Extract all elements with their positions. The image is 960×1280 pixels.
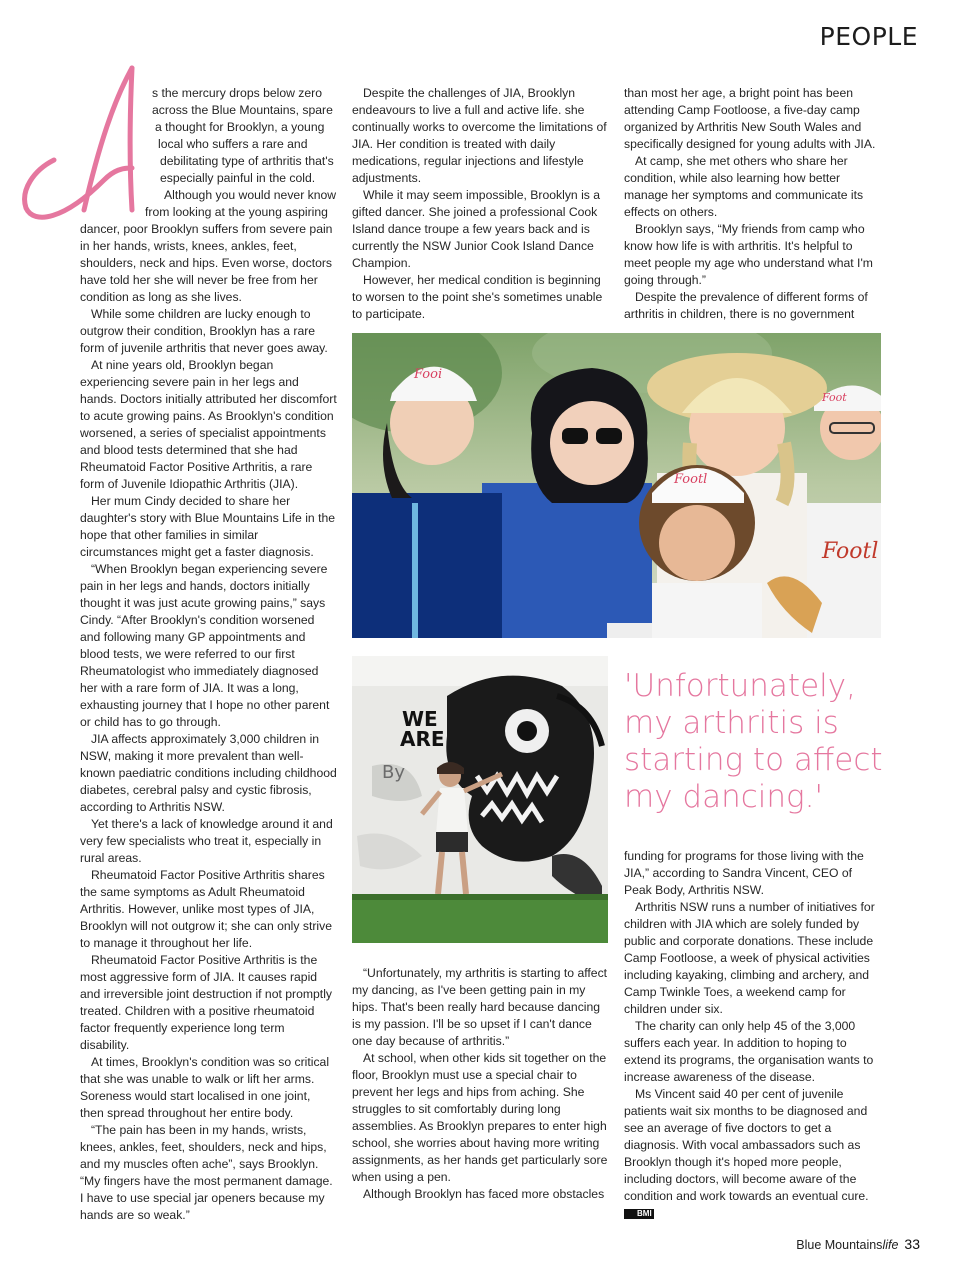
lead-line: from looking at the young aspiring xyxy=(145,205,328,219)
pull-quote: 'Unfortunately, my arthritis is starting to affect my dancing.' xyxy=(624,668,883,815)
paragraph: Her mum Cindy decided to share her daughter's story with Blue Mountains Life in the hope that other families in similar circumstances might get a faster diagnosis. xyxy=(80,494,336,559)
lead-line: especially painful in the cold. xyxy=(160,171,316,185)
paragraph: funding for programs for those living with the JIA,” according to Sandra Vincent, CEO of Peak Body, Arthritis NSW. xyxy=(624,849,864,897)
magazine-name: Blue Mountains xyxy=(796,1238,883,1252)
lead-line: a thought for Brooklyn, a young xyxy=(155,120,325,134)
column-3-bottom xyxy=(624,848,881,1222)
lead-line: Although you would never know xyxy=(164,188,337,202)
paragraph: “When Brooklyn began experiencing severe pain in her legs and hands, doctors initially thought it was just acute growing pains,” says Cindy. “After Brooklyn's condition worsened and following many GP appointments and blood tests, we were referred to our first Rheumatologist who immediately diagnosed her with a rare form of JIA. It was a long, exhausting journey that I hope no other parent or child has to go through. xyxy=(80,562,330,729)
shirt-text: Footl xyxy=(822,539,879,564)
paragraph: While some children are lucky enough to outgrow their condition, Brooklyn has a rare form of juvenile arthritis that never goes away. xyxy=(80,307,328,355)
graffiti-dance-photo xyxy=(352,656,608,943)
paragraph: The charity can only help 45 of the 3,000 suffers each year. In addition to hoping to extend its programs, the organisation wants to increase awareness of the disease. xyxy=(624,1019,874,1084)
paragraph: At school, when other kids sit together on the floor, Brooklyn must use a special chair to prevent her legs and hips from aching. She struggles to sit comfortably during long assemblies. As Brooklyn prepares to enter high school, she worries about having more writing assignments, as her hands get particularly sore when using a pen. xyxy=(352,1051,608,1184)
paragraph: At times, Brooklyn's condition was so critical that she was unable to walk or lift her arms. Soreness would start localised in one joint, then spread throughout her entire body. xyxy=(80,1055,330,1120)
cap-text: Foot xyxy=(822,391,847,404)
group-photo-illustration xyxy=(352,333,881,638)
paragraph: Yet there's a lack of knowledge around it and very few specialists who treat it, especially in rural areas. xyxy=(80,817,333,865)
lead-line: s the mercury drops below zero xyxy=(152,86,323,100)
paragraph: While it may seem impossible, Brooklyn is a gifted dancer. She joined a professional Cook Island dance troupe a few years back and is currently the NSW Junior Cook Island Dance Champion. xyxy=(352,188,601,270)
paragraph: Although Brooklyn has faced more obstacles xyxy=(363,1187,605,1201)
paragraph: Brooklyn says, “My friends from camp who know how life is with arthritis. It's helpful to meet people my age who understand what I'm going through.” xyxy=(624,222,873,287)
paragraph: “Unfortunately, my arthritis is starting to affect my dancing, as I've been getting pain in my hips. That's been really hard because dancing is my passion. I'll be so upset if I can't dance one day because of arthritis.” xyxy=(352,966,608,1048)
graffiti-word: WE xyxy=(402,707,438,731)
paragraph: At camp, she met others who share her condition, while also learning how better manage her symptoms and communicate its effects on others. xyxy=(624,154,864,219)
lead-line: across the Blue Mountains, spare xyxy=(152,103,333,117)
paragraph: Despite the challenges of JIA, Brooklyn endeavours to live a full and active life. she continually works to overcome the limitations of JIA. Her condition is treated with daily medications, regular injections and lifestyle adjustments. xyxy=(352,86,607,185)
magazine-name-italic: life xyxy=(882,1238,899,1252)
paragraph: than most her age, a bright point has been attending Camp Footloose, a five-day camp organized by Arthritis New South Wales and specifically designed for young adults with JIA. xyxy=(624,86,876,151)
last-paragraph xyxy=(624,1086,881,1222)
column-2-bottom xyxy=(352,965,610,1203)
column-1 xyxy=(80,85,337,1224)
paragraph: Rheumatoid Factor Positive Arthritis shares the same symptoms as Adult Rheumatoid Arthritis. However, unlike most types of JIA, Brooklyn will not outgrow it; she can only strive to manage it throughout her life. xyxy=(80,868,332,950)
paragraph: At nine years old, Brooklyn began experiencing severe pain in her legs and hands. Doctors initially attributed her discomfort to acute growing pains. As Brooklyn's condition worsened, a series of specialist appointments and blood tests determined that she had Rheumatoid Factor Positive Arthritis, a rare form of Juvenile Idiopathic Arthritis (JIA). xyxy=(80,358,337,491)
paragraph: However, her medical condition is beginning to worsen to the point she's sometimes unable to participate. xyxy=(352,273,603,321)
page-number: 33 xyxy=(904,1236,920,1252)
cap-text: Footl xyxy=(674,472,708,487)
cap-text: Fooi xyxy=(414,367,443,382)
paragraph-text: Ms Vincent said 40 per cent of juvenile patients wait six months to be diagnosed and see an average of five doctors to get a diagnosis. With vocal ambassadors such as Brooklyn though it's hoped more people, including doctors, will become aware of the condition and work towards an eventual cure. xyxy=(624,1087,869,1203)
paragraph: Arthritis NSW runs a number of initiatives for children with JIA which are solely funded by public and corporate donations. These include Camp Footloose, a week of physical activities including kayaking, climbing and archery, and Camp Twinkle Toes, a weekend camp for children under six. xyxy=(624,900,875,1016)
group-photo xyxy=(352,333,881,638)
paragraph: Rheumatoid Factor Positive Arthritis is the most aggressive form of JIA. It causes rapid and irreversible joint destruction if not promptly treated. Children with a positive rheumatoid factor frequently experience long term disability. xyxy=(80,953,332,1052)
column-3-top xyxy=(624,85,881,323)
column-2-top xyxy=(352,85,610,323)
lead-paragraph xyxy=(80,85,337,306)
lead-line: debilitating type of arthritis that's xyxy=(160,154,334,168)
graffiti-word: ARE xyxy=(400,727,445,751)
lead-line: local who suffers a rare and xyxy=(158,137,308,151)
graffiti-photo-illustration xyxy=(352,656,608,943)
paragraph: “The pain has been in my hands, wrists, knees, ankles, feet, shoulders, neck and hips, and my muscles often ache”, says Brooklyn. “My fingers have the most permanent damage. I have to use special jar openers because my hands are so weak.” xyxy=(80,1123,333,1222)
end-mark: BMl xyxy=(624,1209,654,1219)
section-label: PEOPLE xyxy=(819,22,918,51)
svg-text:By: By xyxy=(382,762,406,783)
paragraph: JIA affects approximately 3,000 children in NSW, making it more prevalent than well-known paediatric conditions including childhood diabetes, cerebral palsy and cystic fibrosis, according to Arthritis NSW. xyxy=(80,732,337,814)
paragraph: Despite the prevalence of different forms of arthritis in children, there is no government xyxy=(624,290,868,321)
footer xyxy=(796,1236,920,1252)
lead-rest: dancer, poor Brooklyn suffers from severe pain in her hands, wrists, knees, ankles, feet, shoulders, neck and hips. Even worse, doctors have told her she will never be free from her condition as long as she lives. xyxy=(80,222,333,304)
